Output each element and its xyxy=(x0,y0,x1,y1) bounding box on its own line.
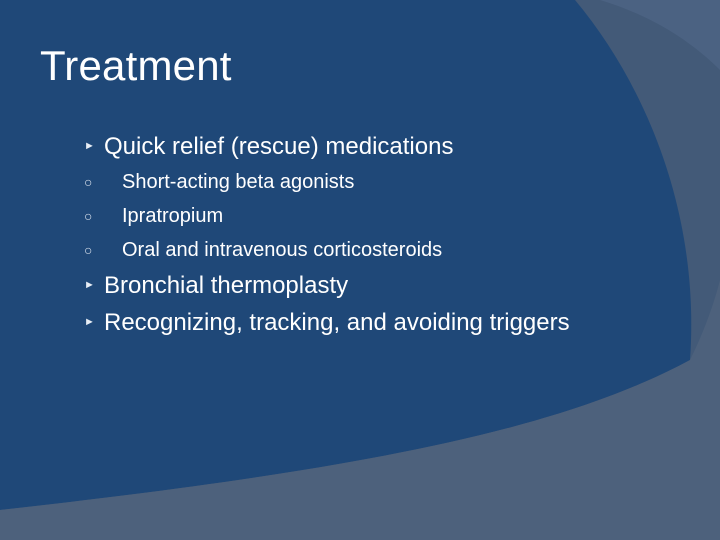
sub-bullet-item xyxy=(84,199,664,233)
bullet-text: Quick relief (rescue) medications xyxy=(104,133,454,160)
sub-bullet-item xyxy=(84,233,664,267)
sub-bullet-item xyxy=(84,165,664,199)
sub-bullet-text: Ipratropium xyxy=(122,205,224,227)
sub-bullet-list xyxy=(84,165,664,267)
bullet-text: Bronchial thermoplasty xyxy=(104,272,349,299)
bullet-list xyxy=(84,128,664,341)
bullet-item xyxy=(84,128,664,165)
circle-bullet-icon: ○ xyxy=(84,208,93,224)
arrow-bullet-icon: ► xyxy=(84,316,95,328)
slide-title: Treatment xyxy=(40,42,232,89)
bullet-item xyxy=(84,304,664,341)
bullet-text: Recognizing, tracking, and avoiding triggers xyxy=(104,309,570,336)
arrow-bullet-icon: ► xyxy=(84,279,95,291)
bullet-item xyxy=(84,267,664,304)
circle-bullet-icon: ○ xyxy=(84,174,93,190)
arrow-bullet-icon: ► xyxy=(84,140,95,152)
sub-bullet-text: Oral and intravenous corticosteroids xyxy=(122,239,443,261)
circle-bullet-icon: ○ xyxy=(84,242,93,258)
sub-bullet-text: Short-acting beta agonists xyxy=(122,171,355,193)
